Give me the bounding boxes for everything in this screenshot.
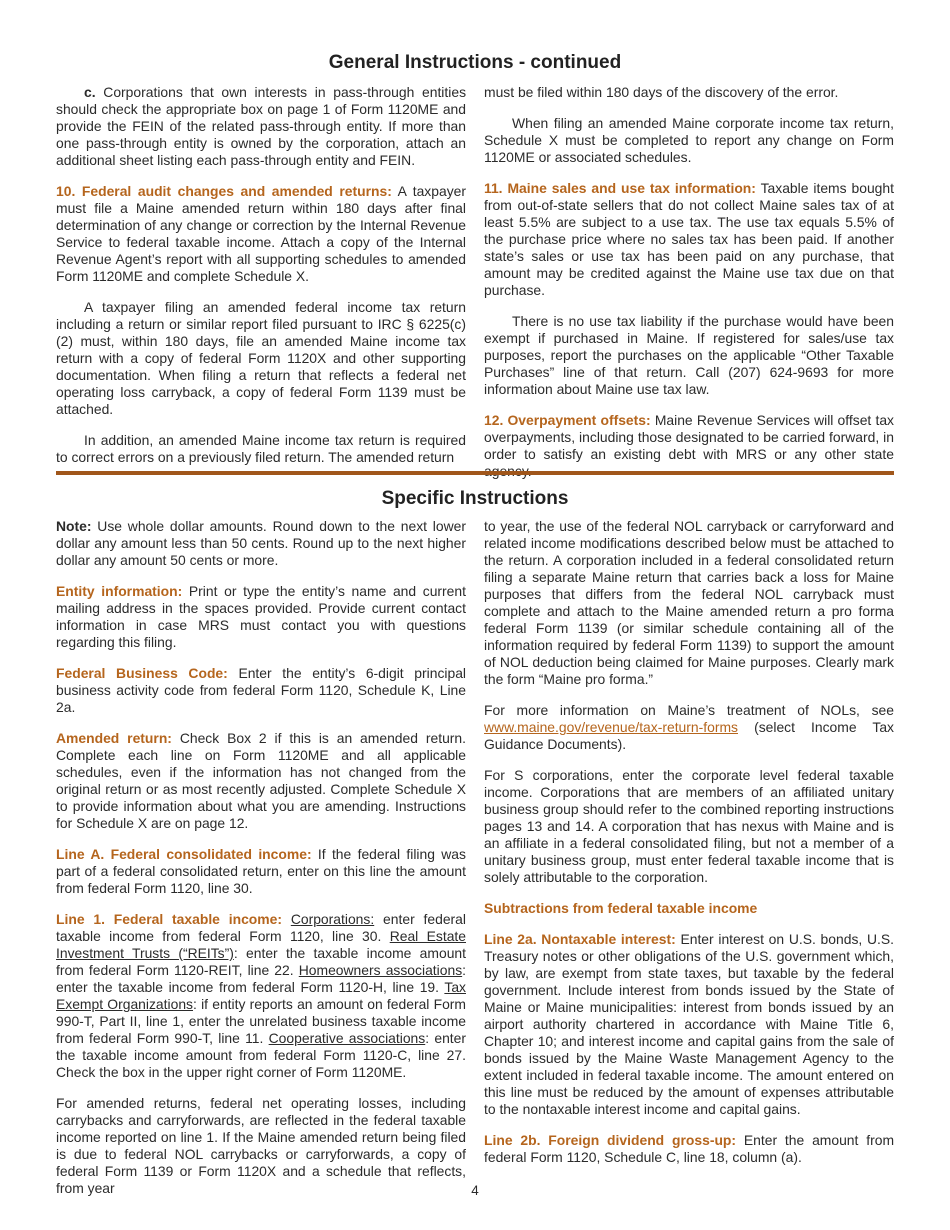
line-1-paragraph: [56, 911, 466, 1081]
line-1-reits: Real Estate Investment Trusts (“REITs”): [56, 928, 466, 961]
line-1-text-3: : enter the taxable income from federal Form 1120-H, line 19.: [56, 962, 466, 995]
more-info-text: For more information on Maine’s treatment of NOLs, see: [484, 702, 894, 718]
paragraph-continued: must be filed within 180 days of the discovery of the error.: [484, 84, 839, 100]
line-1-homeowners: Homeowners associations: [298, 962, 463, 978]
nol-continued-paragraph: to year, the use of the federal NOL carryback or carryforward and related income modifications described below must be attached to the return. A corporation included in a federal consolidated return filing a separate Maine return that carries back a loss for Maine purposes that differs from the federal NOL carryback must complete and attach to the Maine amended return a pro forma federal Form 1139 (or similar schedule containing all of the information required by federal Form 1139) to support the amount of NOL deduction being claimed for Maine purposes. Clearly mark the form “Maine pro forma.”: [484, 518, 894, 687]
section-11: [484, 180, 894, 299]
note-text: Use whole dollar amounts. Round down to the next lower dollar any amount less than 50 cents. Round up to the next higher dollar any amount 50 cents or more.: [56, 518, 467, 568]
top-left-column: [56, 84, 466, 480]
c-text: Corporations that own interests in pass-through entities should check the appropriate box on page 1 of Form 1120ME and provide the FEIN of the related pass-through entity. If more than one pass-through entity is owned by the corporation, attach an additional sheet listing each pass-through entity and FEIN.: [56, 84, 467, 168]
line-1-corporations: Corporations:: [290, 911, 375, 927]
subtractions-heading: Subtractions from federal taxable income: [484, 900, 758, 916]
line-2b-paragraph: [484, 1132, 894, 1166]
entity-heading: Entity information:: [56, 583, 183, 599]
note-label: Note:: [56, 518, 92, 534]
line-1-cooperative: Cooperative associations: [268, 1030, 426, 1046]
section-12-heading: 12. Overpayment offsets:: [484, 412, 651, 428]
line-2a-paragraph: [484, 931, 894, 1118]
more-info-paragraph: [484, 702, 894, 753]
line-1-heading: Line 1. Federal taxable income:: [56, 911, 282, 927]
note-paragraph: [56, 518, 466, 569]
amended-return-text: Check Box 2 if this is an amended return. Complete each line on Form 1120ME and all applicable schedules, even if the information has not changed from the original return or as most recently adjusted. Complete Schedule X to provide information about what you are amending. Instructions for Schedule X are on page 12.: [56, 730, 467, 831]
line-a-heading: Line A. Federal consolidated income:: [56, 846, 312, 862]
line-1-text-2: : enter the taxable income amount from federal Form 1120-REIT, line 22.: [56, 945, 467, 978]
nol-paragraph: For amended returns, federal net operating losses, including carrybacks and carryforwards, are reflected in the federal taxable income reported on line 1. If the Maine amended return being filed is due to federal NOL carrybacks or carryforwards, a copy of federal Form 1139 or Form 1120X and a schedule that reflects, from year: [56, 1095, 466, 1196]
business-code-paragraph: [56, 665, 466, 716]
line-2a-heading: Line 2a. Nontaxable interest:: [484, 931, 676, 947]
amended-return-heading: Amended return:: [56, 730, 172, 746]
paragraph-in-addition: In addition, an amended Maine income tax return is required to correct errors on a previously filed return. The amended return: [56, 432, 466, 465]
line-a-text: If the federal filing was part of a federal consolidated return, enter on this line the amount from federal Form 1120, line 30.: [56, 846, 466, 896]
business-code-text: Enter the entity’s 6-digit principal business activity code from federal Form 1120, Schedule K, Line 2a.: [56, 665, 467, 715]
paragraph-amended-federal: A taxpayer filing an amended federal income tax return including a return or similar report filed pursuant to IRC § 6225(c)(2) must, within 180 days, file an amended Maine income tax return with a copy of federal Form 1120X and other supporting documentation. When filing a return that reflects a federal net operating loss carryback, a copy of federal Form 1139 must be attached.: [56, 299, 466, 417]
business-code-heading: Federal Business Code:: [56, 665, 228, 681]
section-12-text: Maine Revenue Services will offset tax overpayments, including those designated to be carried forward, in order to satisfy an existing debt with MRS or any other state: [484, 412, 894, 462]
section-divider: [56, 471, 894, 475]
bottom-right-column: [484, 518, 894, 1180]
general-instructions-title: General Instructions - continued: [328, 52, 622, 73]
specific-instructions-title: Specific Instructions: [381, 488, 569, 509]
line-1-tax-exempt: Tax Exempt Organizations: [56, 979, 466, 1012]
amended-return-paragraph: [56, 730, 466, 832]
section-10-heading: 10. Federal audit changes and amended returns:: [56, 183, 392, 199]
section-11-heading: 11. Maine sales and use tax information:: [484, 180, 756, 196]
tax-forms-link[interactable]: www.maine.gov/revenue/tax-return-forms: [484, 719, 738, 735]
line-1-text-4: : if entity reports an amount on federal Form 990-T, Part II, line 1, enter the unrelated business taxable income from federal Form 990-T, line 11.: [56, 996, 467, 1046]
paragraph-no-use-tax: There is no use tax liability if the purchase would have been exempt if purchased in Maine. If registered for sales/use tax purposes, report the purchases on the applicable “Other Taxable Purchases” line of that return. Call (207) 624-9693 for more information about Maine use tax law.: [484, 313, 894, 397]
paragraph-schedule-x: When filing an amended Maine corporate income tax return, Schedule X must be completed to report any change on Form 1120ME or associated schedules.: [484, 115, 894, 165]
line-2b-text: Enter the amount from federal Form 1120, Schedule C, line 18, column (a).: [484, 1132, 895, 1165]
entity-paragraph: [56, 583, 466, 651]
section-11-text: Taxable items bought from out-of-state sellers that do not collect Maine sales tax of at least 5.5% are subject to a use tax. The use tax equals 5.5% of the purchase price where no sales tax has been paid. If another state’s sales or use tax has been paid on any purchase, that amount may be credited against the Maine use tax due on that purchase.: [484, 180, 894, 298]
line-a-paragraph: [56, 846, 466, 897]
section-10-text: A taxpayer must file a Maine amended return within 180 days after final determination of any change or correction by the Internal Revenue Service to federal taxable income. Attach a copy of the Internal Revenue Agent’s report with all supporting schedules to amended Form 1120ME and complete Schedule X.: [56, 183, 467, 284]
paragraph-c: [56, 84, 466, 169]
top-right-column: [484, 84, 894, 494]
section-10: [56, 183, 466, 285]
page-number: 4: [471, 1183, 479, 1198]
line-2b-heading: Line 2b. Foreign dividend gross-up:: [484, 1132, 737, 1148]
line-2a-text: Enter interest on U.S. bonds, U.S. Treasury notes or other obligations of the U.S. government which, by law, are exempt from state taxes, but taxable by the federal government. Include interest from bonds issued by the State of Maine or Maine municipalities: interest from bonds issued by an airport authority chartered in accordance with Maine Title 6, Chapter 10; and interest income and capital gains from the sale of bonds issued by the Maine Waste Management Agency to the extent included in federal taxable income. The amount entered on this line must be reduced by the amount of expenses attributable to the nontaxable interest income and capital gains.: [484, 931, 895, 1117]
s-corp-paragraph: For S corporations, enter the corporate level federal taxable income. Corporations that are members of an affiliated unitary business group should refer to the combined reporting instructions pages 13 and 14. A corporation that has nexus with Maine and is an affiliate in a federal consolidated filing, but not a member of a unitary business group, must enter federal taxable income that is solely attributable to the corporation.: [484, 767, 894, 885]
bottom-left-column: [56, 518, 466, 1211]
more-info-text-2: (select Income Tax Guidance Documents).: [484, 719, 895, 752]
line-1-text-1: enter federal taxable income from federal Form 1120, line 30.: [56, 911, 466, 944]
c-label: c.: [84, 84, 96, 100]
section-12: [484, 412, 894, 480]
line-1-text-5: : enter the taxable income amount from federal Form 1120-C, line 27. Check the box in the upper right corner of Form 1120ME.: [56, 1030, 466, 1080]
entity-text: Print or type the entity’s name and current mailing address in the spaces provided. Provide current contact information in case MRS must contact you with questions regarding this filing.: [56, 583, 466, 650]
